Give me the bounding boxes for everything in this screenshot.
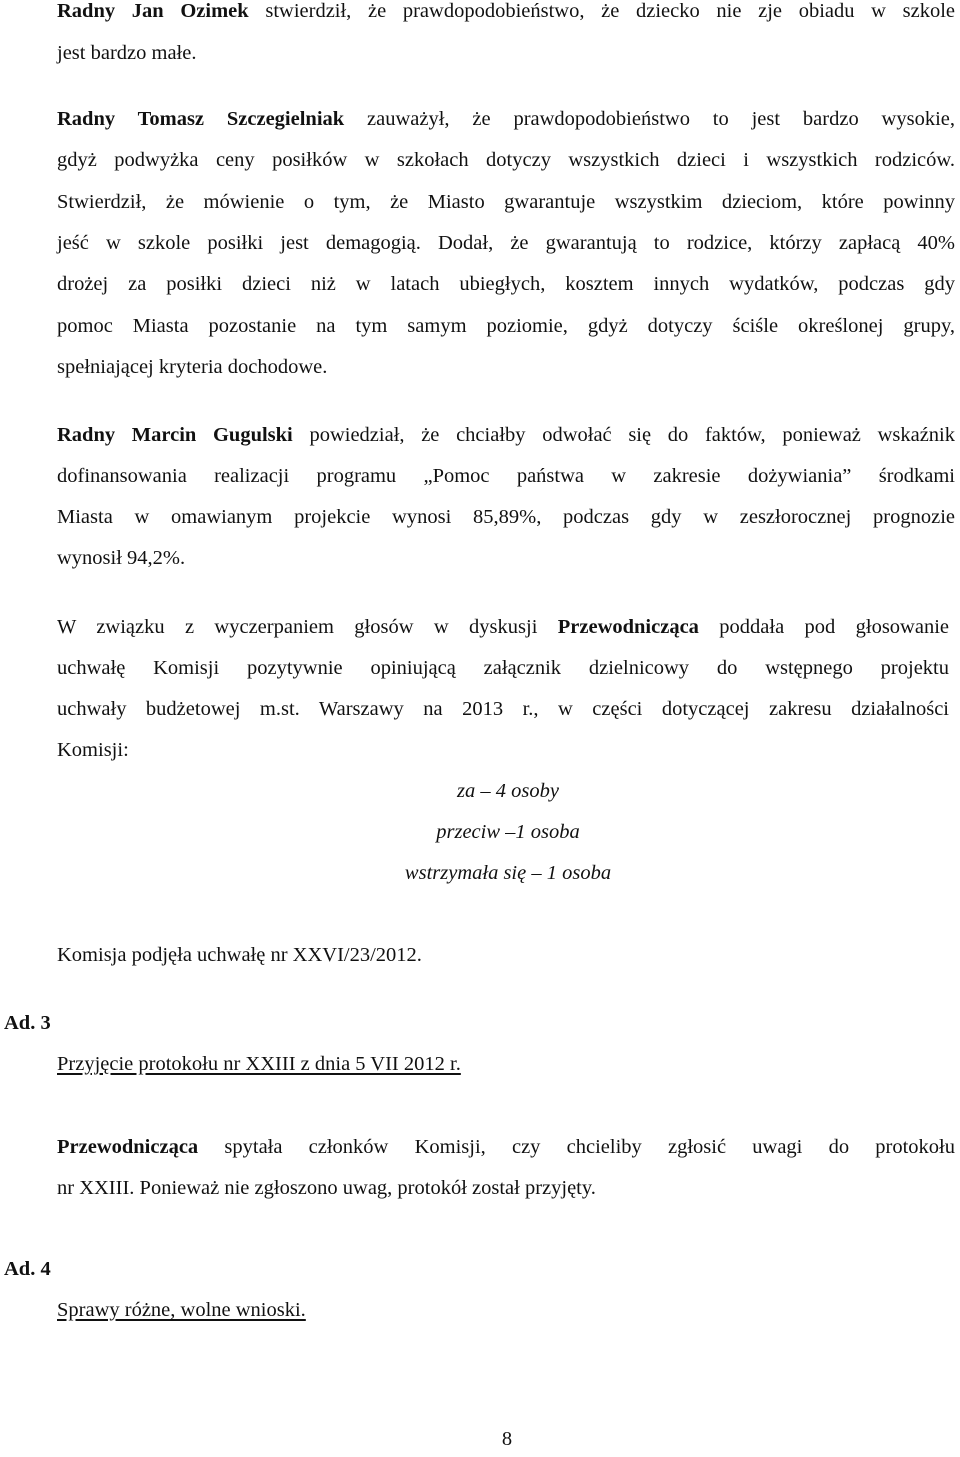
text-line: uchwały budżetowej m.st. Warszawy na 2013 r., w części dotyczącej zakresu działalności xyxy=(57,698,949,720)
text-line: Komisji: xyxy=(57,739,129,761)
text-span: W związku z wyczerpaniem głosów w dyskusji xyxy=(57,616,538,638)
vote-abstain: wstrzymała się – 1 osoba xyxy=(404,862,612,884)
vote-for: za – 4 osoby xyxy=(457,780,559,802)
agenda-item-3-label: Ad. 3 xyxy=(4,1012,51,1034)
vote-against: przeciw –1 osoba xyxy=(436,821,580,843)
text-line xyxy=(57,1132,955,1162)
text-span: powiedział, że chciałby odwołać się do faktów, ponieważ wskaźnik xyxy=(309,424,955,446)
text-line: wynosił 94,2%. xyxy=(57,547,186,569)
text-span: poddała pod głosowanie xyxy=(719,616,950,638)
chairwoman-name: Przewodnicząca xyxy=(557,616,699,638)
text-line: nr XXIII. Ponieważ nie zgłoszono uwag, protokół został przyjęty. xyxy=(57,1177,596,1199)
chairwoman-name: Przewodnicząca xyxy=(57,1136,199,1158)
text-line xyxy=(57,420,955,450)
text-line: Stwierdził, że mówienie o tym, że Miasto gwarantuje wszystkim dzieciom, które powinny xyxy=(57,191,955,213)
text-line xyxy=(57,104,955,134)
text-span: spytała członków Komisji, czy chcieliby zgłosić uwagi do protokołu xyxy=(224,1136,956,1158)
text-line: jeść w szkole posiłki jest demagogią. Dodał, że gwarantują to rodzice, którzy zapłacą 40% xyxy=(57,232,955,254)
text-line xyxy=(57,0,955,26)
text-span: zauważył, że prawdopodobieństwo to jest bardzo wysokie, xyxy=(367,108,955,130)
agenda-item-4-title xyxy=(57,1295,955,1325)
text-line: spełniającej kryteria dochodowe. xyxy=(57,356,328,378)
text-line: pomoc Miasta pozostanie na tym samym poziomie, gdyż dotyczy ściśle określonej grupy, xyxy=(57,315,955,337)
text-line: drożej za posiłki dzieci niż w latach ubiegłych, kosztem innych wydatków, podczas gdy xyxy=(57,273,955,295)
agenda-item-4-title-text: Sprawy różne, wolne wnioski. xyxy=(57,1299,306,1321)
resolution-text: Komisja podjęła uchwałę nr XXVI/23/2012. xyxy=(57,944,422,966)
text-line: Miasta w omawianym projekcie wynosi 85,89%, podczas gdy w zeszłorocznej prognozie xyxy=(57,506,955,528)
agenda-item-4-label: Ad. 4 xyxy=(4,1258,51,1280)
text-line: uchwałę Komisji pozytywnie opiniującą załącznik dzielnicowy do wstępnego projektu xyxy=(57,657,949,679)
text-span: stwierdził, że prawdopodobieństwo, że dziecko nie zje obiadu w szkole xyxy=(265,0,956,22)
speaker-name: Radny Tomasz Szczegielniak xyxy=(57,108,345,130)
text-line xyxy=(57,612,949,642)
text-line: gdyż podwyżka ceny posiłków w szkołach dotyczy wszystkich dzieci i wszystkich rodziców. xyxy=(57,149,955,171)
speaker-name: Radny Jan Ozimek xyxy=(57,0,249,22)
agenda-item-3-title-text: Przyjęcie protokołu nr XXIII z dnia 5 VII 2012 r. xyxy=(57,1053,461,1075)
text-line: dofinansowania realizacji programu „Pomoc państwa w zakresie dożywiania” środkami xyxy=(57,465,955,487)
page-number: 8 xyxy=(501,1428,513,1450)
speaker-name: Radny Marcin Gugulski xyxy=(57,424,293,446)
agenda-item-3-title xyxy=(57,1049,955,1079)
text-line: jest bardzo małe. xyxy=(57,42,197,64)
